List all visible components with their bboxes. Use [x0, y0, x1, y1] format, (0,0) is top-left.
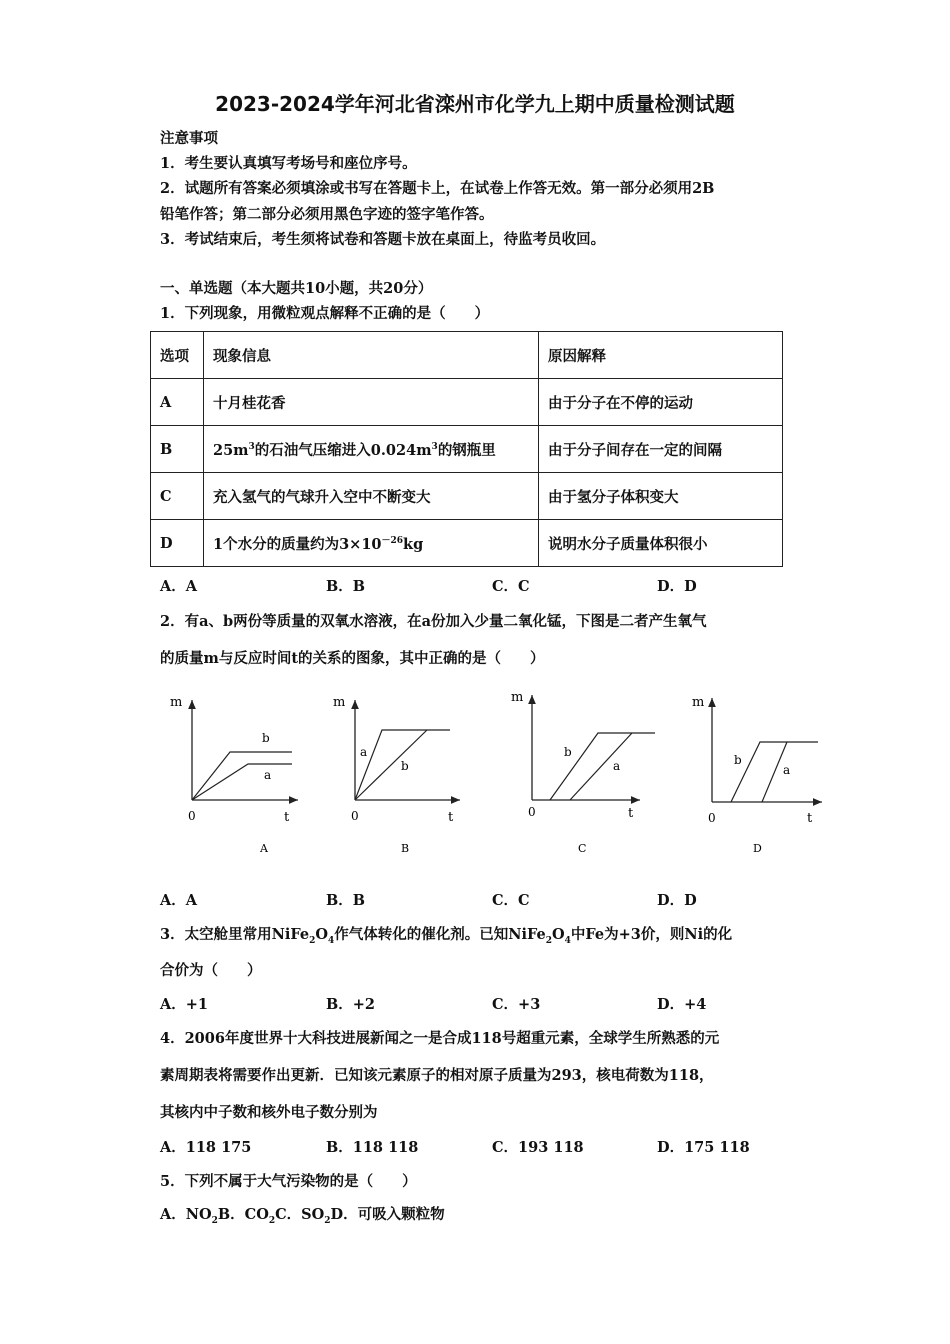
question-2-option-b: B．B	[326, 892, 366, 909]
table-header-cell: 选项	[151, 332, 204, 379]
question-2-stem: 的质量m与反应时间t的关系的图象，其中正确的是（ ）	[160, 650, 545, 667]
page-title: 2023-2024学年河北省滦州市化学九上期中质量检测试题	[215, 92, 735, 116]
table-cell-phenomenon: 充入氢气的气球升入空中不断变大	[204, 473, 539, 520]
question-1-table	[150, 331, 783, 567]
table-cell-reason: 由于氢分子体积变大	[539, 473, 783, 520]
question-2-option-d: D．D	[657, 892, 697, 909]
notice-item: 3．考试结束后，考生须将试卷和答题卡放在桌面上，待监考员收回。	[160, 231, 606, 248]
subscript: 2	[211, 1215, 218, 1226]
curve-label-a: a	[264, 768, 272, 782]
subscript: 4	[564, 935, 571, 946]
question-4-stem: 素周期表将需要作出更新．已知该元素原子的相对原子质量为293，核电荷数为118，	[160, 1067, 714, 1084]
table-cell-reason: 说明水分子质量体积很小	[539, 520, 783, 567]
question-3-option-c: C．+3	[492, 996, 541, 1013]
table-cell-phenomenon	[204, 426, 539, 473]
axis-label-t: t	[284, 810, 290, 825]
subscript: 2	[309, 935, 316, 946]
curve-b	[550, 733, 655, 800]
origin-label: 0	[708, 811, 716, 825]
table-row	[151, 426, 783, 473]
graph-caption: D	[753, 842, 762, 855]
question-4-option-c: C．193 118	[492, 1139, 584, 1156]
text-fragment: O	[552, 926, 565, 943]
question-2-stem: 2．有a、b两份等质量的双氧水溶液，在a份加入少量二氧化锰，下图是二者产生氧气	[160, 613, 707, 630]
question-3-option-d: D．+4	[657, 996, 707, 1013]
axis-label-t: t	[628, 806, 634, 821]
question-2-option-a: A．A	[160, 892, 198, 909]
question-3-option-b: B．+2	[326, 996, 375, 1013]
axis-label-m: m	[692, 695, 705, 710]
section-heading: 一、单选题（本大题共10小题，共20分）	[160, 280, 433, 297]
table-row	[151, 520, 783, 567]
axis-label-t: t	[448, 810, 454, 825]
question-1-option-c: C．C	[492, 578, 530, 595]
question-5-stem: 5．下列不属于大气污染物的是（ ）	[160, 1173, 417, 1190]
table-header-cell: 现象信息	[204, 332, 539, 379]
notice-heading: 注意事项	[160, 130, 218, 147]
text-fragment: 25m	[213, 441, 249, 459]
option-a: A．NO	[160, 1206, 212, 1223]
graph-a	[170, 695, 298, 855]
question-4-stem: 其核内中子数和核外电子数分别为	[160, 1104, 378, 1121]
text-fragment: 的石油气压缩进入0.024m	[254, 441, 432, 459]
table-cell-option: B	[151, 426, 204, 473]
superscript: 3	[248, 441, 255, 452]
curve-label-b: b	[734, 753, 742, 767]
question-1-option-d: D．D	[657, 578, 697, 595]
curve-label-a: a	[360, 745, 368, 759]
question-5-options	[160, 1203, 445, 1226]
table-cell-option: A	[151, 379, 204, 426]
question-2-graphs	[150, 680, 830, 865]
superscript: 3	[431, 441, 438, 452]
subscript: 4	[327, 935, 335, 946]
option-b: B．CO	[217, 1206, 269, 1223]
origin-label: 0	[528, 805, 536, 819]
table-cell-option: C	[151, 473, 204, 520]
question-3-stem: 合价为（ ）	[160, 962, 262, 979]
axis-label-m: m	[170, 695, 183, 710]
question-3-stem	[160, 923, 732, 946]
origin-label: 0	[351, 809, 359, 823]
text-fragment: O	[315, 926, 328, 943]
table-header-cell: 原因解释	[539, 332, 783, 379]
notice-item: 2．试题所有答案必须填涂或书写在答题卡上，在试卷上作答无效。第一部分必须用2B	[160, 180, 715, 197]
table-cell-reason: 由于分子在不停的运动	[539, 379, 783, 426]
question-2-option-c: C．C	[492, 892, 530, 909]
table-cell-option: D	[151, 520, 204, 567]
notice-item: 1．考生要认真填写考场号和座位序号。	[160, 155, 417, 172]
text-fragment: 作气体转化的催化剂。已知NiFe	[334, 926, 546, 943]
curve-label-b: b	[401, 759, 409, 773]
superscript: －26	[381, 535, 404, 546]
graph-c	[511, 690, 655, 855]
table-header-row	[151, 332, 783, 379]
table-row	[151, 379, 783, 426]
text-fragment: 中Fe为+3价，则Ni的化	[570, 926, 733, 943]
question-4-option-b: B．118 118	[326, 1139, 419, 1156]
graph-b	[333, 695, 460, 855]
text-fragment: 的钢瓶里	[437, 441, 496, 459]
notice-item: 铅笔作答；第二部分必须用黑色字迹的签字笔作答。	[160, 206, 494, 223]
graph-caption: A	[260, 842, 268, 855]
option-d: D．可吸入颗粒物	[330, 1206, 445, 1223]
question-1-option-b: B．B	[326, 578, 366, 595]
curve-b	[192, 752, 292, 800]
text-fragment: kg	[403, 535, 424, 553]
text-fragment: 3．太空舱里常用NiFe	[160, 926, 310, 943]
table-cell-reason: 由于分子间存在一定的间隔	[539, 426, 783, 473]
table-cell-phenomenon	[204, 520, 539, 567]
curve-label-a: a	[783, 763, 791, 777]
question-4-option-d: D．175 118	[657, 1139, 750, 1156]
question-3-option-a: A．+1	[160, 996, 208, 1013]
subscript: 2	[545, 935, 553, 946]
graph-caption: B	[401, 842, 410, 855]
question-4-option-a: A．118 175	[160, 1139, 252, 1156]
curve-label-b: b	[564, 745, 572, 759]
axis-label-t: t	[807, 811, 813, 826]
axis-label-m: m	[511, 690, 524, 705]
curve-b	[355, 730, 427, 800]
curve-a	[570, 733, 632, 800]
question-4-stem: 4．2006年度世界十大科技进展新闻之一是合成118号超重元素，全球学生所熟悉的元	[160, 1030, 720, 1047]
subscript: 2	[268, 1215, 276, 1226]
table-row	[151, 473, 783, 520]
question-1-option-a: A．A	[160, 578, 198, 595]
option-c: C．SO	[275, 1206, 325, 1223]
text-fragment: 1个水分的质量约为3×10	[213, 535, 382, 553]
subscript: 2	[324, 1215, 331, 1226]
curve-label-b: b	[262, 731, 270, 745]
graph-caption: C	[578, 842, 587, 855]
question-1-stem: 1．下列现象，用微粒观点解释不正确的是（ ）	[160, 305, 490, 322]
origin-label: 0	[188, 809, 196, 823]
curve-label-a: a	[613, 759, 621, 773]
graph-d	[692, 695, 822, 855]
table-cell-phenomenon: 十月桂花香	[204, 379, 539, 426]
axis-label-m: m	[333, 695, 346, 710]
